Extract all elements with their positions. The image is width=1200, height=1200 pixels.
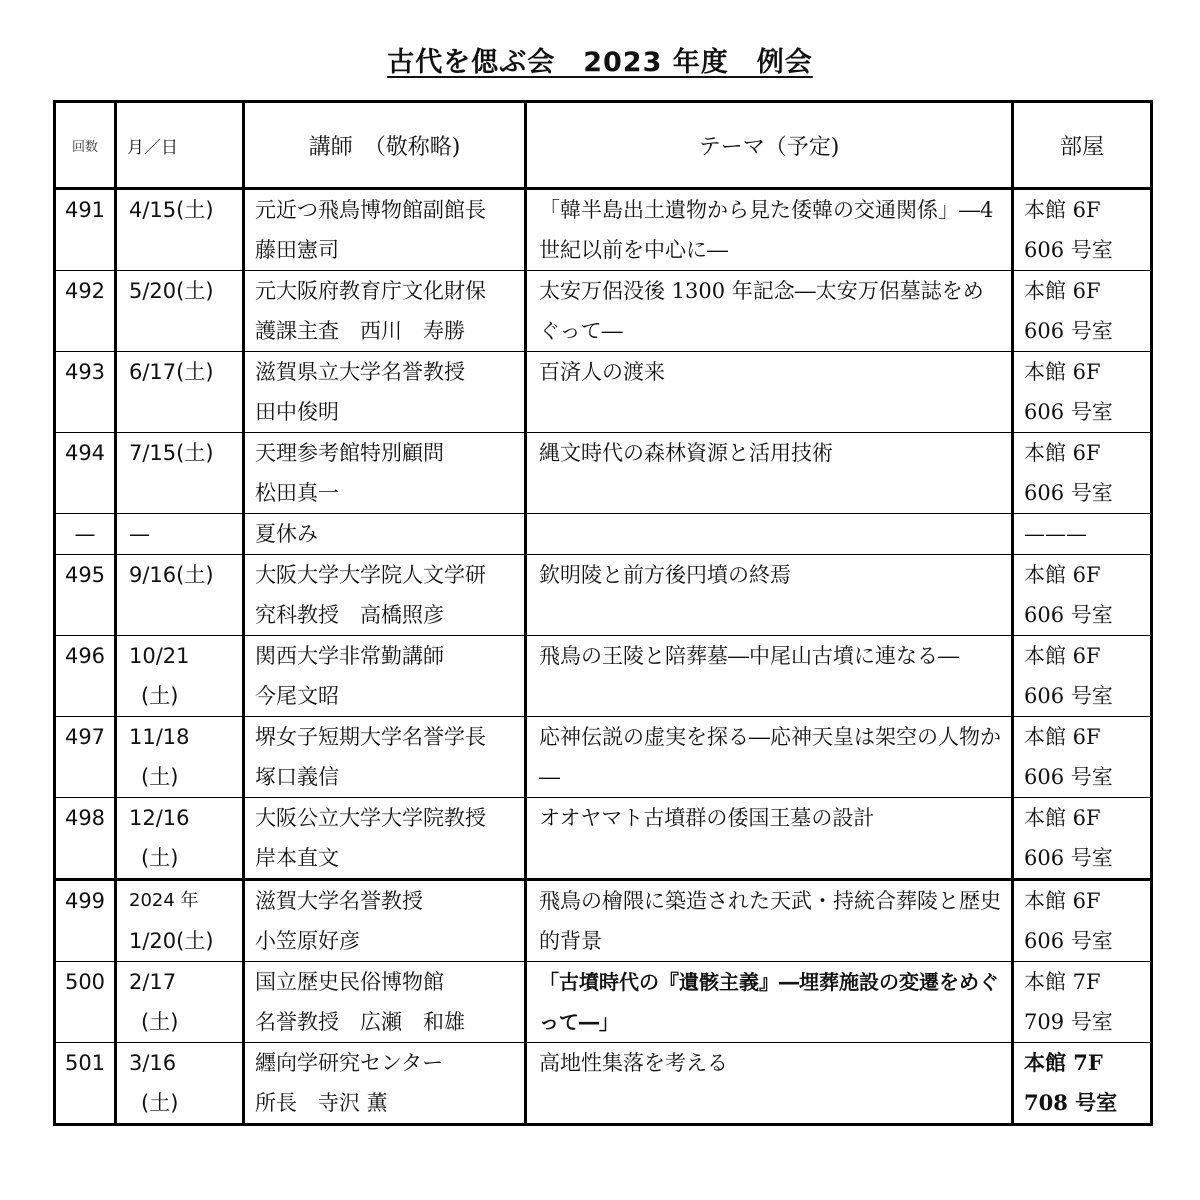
session-date: 10/21 bbox=[129, 644, 190, 668]
session-date: 6/17(土) bbox=[129, 360, 214, 384]
cell-date bbox=[116, 352, 244, 433]
table-row bbox=[55, 555, 1152, 636]
cell-date bbox=[116, 636, 244, 717]
cell-theme bbox=[526, 271, 1013, 352]
lecture-theme: 応神伝説の虚実を探る―応神天皇は架空の人物か― bbox=[539, 725, 1001, 789]
lecture-theme: 欽明陵と前方後円墳の終焉 bbox=[539, 563, 791, 587]
lecture-theme: 高地性集落を考える bbox=[539, 1051, 728, 1075]
cell-room bbox=[1013, 189, 1152, 271]
cell-theme bbox=[526, 352, 1013, 433]
lecturer-title: 大阪公立大学大学院教授 bbox=[255, 806, 486, 830]
session-number: 491 bbox=[64, 198, 106, 222]
cell-num bbox=[55, 636, 116, 717]
lecturer-name: 岸本直文 bbox=[255, 846, 339, 870]
lecturer-name: 藤田憲司 bbox=[255, 238, 339, 262]
cell-date bbox=[116, 555, 244, 636]
cell-lecturer bbox=[244, 880, 526, 962]
lecture-theme: オオヤマト古墳群の倭国王墓の設計 bbox=[539, 806, 875, 830]
room-number: 606 号室 bbox=[1024, 765, 1113, 789]
table-row bbox=[55, 636, 1152, 717]
lecturer-title: 関西大学非常勤講師 bbox=[255, 644, 444, 668]
session-date: 5/20(土) bbox=[129, 279, 214, 303]
room-number: 708 号室 bbox=[1024, 1090, 1118, 1115]
cell-lecturer bbox=[244, 717, 526, 798]
table-row bbox=[55, 1043, 1152, 1125]
cell-lecturer bbox=[244, 352, 526, 433]
lecturer-title: 元近つ飛鳥博物館副館長 bbox=[255, 198, 486, 222]
lecturer-name: 松田真一 bbox=[255, 481, 339, 505]
session-date: 9/16(土) bbox=[129, 563, 214, 587]
header-lecturer: 講師 （敬称略) bbox=[244, 102, 526, 189]
header-room: 部屋 bbox=[1013, 102, 1152, 189]
session-number: 493 bbox=[64, 360, 106, 384]
cell-lecturer bbox=[244, 636, 526, 717]
room-building: 本館 6F bbox=[1024, 644, 1101, 668]
lecturer-title: 堺女子短期大学名誉学長 bbox=[255, 725, 486, 749]
lecturer-name: 今尾文昭 bbox=[255, 684, 339, 708]
table-row bbox=[55, 962, 1152, 1043]
cell-theme bbox=[526, 514, 1013, 555]
session-number: 498 bbox=[64, 806, 106, 830]
header-theme: テーマ（予定) bbox=[526, 102, 1013, 189]
session-number: 499 bbox=[64, 889, 106, 913]
cell-num bbox=[55, 433, 116, 514]
header-date: 月／日 bbox=[116, 102, 244, 189]
lecturer-name: 護課主査 西川 寿勝 bbox=[255, 319, 465, 343]
session-date-sub: (土) bbox=[141, 1010, 179, 1034]
room-number: 606 号室 bbox=[1024, 238, 1113, 262]
session-number: 494 bbox=[64, 441, 106, 465]
cell-theme bbox=[526, 717, 1013, 798]
lecturer-title: 大阪大学大学院人文学研 bbox=[255, 563, 486, 587]
cell-num bbox=[55, 189, 116, 271]
session-number: 492 bbox=[64, 279, 106, 303]
room-building: 本館 6F bbox=[1024, 725, 1101, 749]
cell-room bbox=[1013, 352, 1152, 433]
lecturer-name: 所長 寺沢 薫 bbox=[255, 1091, 388, 1115]
cell-theme bbox=[526, 636, 1013, 717]
room-building: 本館 7F bbox=[1024, 1050, 1103, 1075]
lecturer-name: 究科教授 高橋照彦 bbox=[255, 603, 444, 627]
session-number: 500 bbox=[64, 970, 106, 994]
session-date: — bbox=[129, 522, 150, 546]
lecturer-title: 国立歴史民俗博物館 bbox=[255, 970, 444, 994]
room-building: 本館 6F bbox=[1024, 279, 1101, 303]
cell-theme bbox=[526, 189, 1013, 271]
cell-lecturer bbox=[244, 433, 526, 514]
lecture-theme: 飛鳥の檜隈に築造された天武・持統合葬陵と歴史的背景 bbox=[539, 889, 1001, 953]
cell-date bbox=[116, 189, 244, 271]
room-number: 606 号室 bbox=[1024, 400, 1113, 424]
session-number: 497 bbox=[64, 725, 106, 749]
table-row bbox=[55, 798, 1152, 880]
table-row bbox=[55, 352, 1152, 433]
session-number: 495 bbox=[64, 563, 106, 587]
cell-theme bbox=[526, 1043, 1013, 1125]
lecturer-name: 田中俊明 bbox=[255, 400, 339, 424]
cell-date bbox=[116, 717, 244, 798]
cell-date bbox=[116, 1043, 244, 1125]
cell-theme bbox=[526, 555, 1013, 636]
room-number: 606 号室 bbox=[1024, 603, 1113, 627]
session-date-sub: 1/20(土) bbox=[129, 929, 214, 953]
lecturer-title: 夏休み bbox=[255, 522, 318, 546]
cell-num bbox=[55, 1043, 116, 1125]
session-date-sub: (土) bbox=[141, 684, 179, 708]
cell-lecturer bbox=[244, 555, 526, 636]
session-number: 501 bbox=[64, 1051, 106, 1075]
cell-room bbox=[1013, 271, 1152, 352]
lecture-theme: 縄文時代の森林資源と活用技術 bbox=[539, 441, 833, 465]
table-row bbox=[55, 433, 1152, 514]
lecture-theme: 太安万侶没後 1300 年記念―太安万侶墓誌をめぐって― bbox=[539, 279, 984, 343]
lecture-theme: 飛鳥の王陵と陪葬墓―中尾山古墳に連なる― bbox=[539, 644, 959, 668]
room-building: ——— bbox=[1024, 522, 1087, 546]
cell-lecturer bbox=[244, 514, 526, 555]
lecturer-title: 滋賀大学名誉教授 bbox=[255, 889, 423, 913]
cell-lecturer bbox=[244, 962, 526, 1043]
lecture-theme: 百済人の渡来 bbox=[539, 360, 665, 384]
cell-date bbox=[116, 962, 244, 1043]
table-row bbox=[55, 880, 1152, 962]
cell-date bbox=[116, 271, 244, 352]
cell-num bbox=[55, 555, 116, 636]
room-building: 本館 6F bbox=[1024, 360, 1101, 384]
session-date-sub: (土) bbox=[141, 846, 179, 870]
table-row bbox=[55, 514, 1152, 555]
cell-room bbox=[1013, 636, 1152, 717]
cell-num bbox=[55, 880, 116, 962]
cell-num bbox=[55, 798, 116, 880]
cell-num bbox=[55, 352, 116, 433]
room-number: 606 号室 bbox=[1024, 684, 1113, 708]
cell-room bbox=[1013, 433, 1152, 514]
session-date: 11/18 bbox=[129, 725, 190, 749]
session-date: 3/16 bbox=[129, 1051, 177, 1075]
cell-date bbox=[116, 514, 244, 555]
room-building: 本館 6F bbox=[1024, 198, 1101, 222]
session-date: 2024 年 bbox=[129, 890, 199, 911]
room-building: 本館 6F bbox=[1024, 889, 1101, 913]
table-row bbox=[55, 717, 1152, 798]
cell-lecturer bbox=[244, 271, 526, 352]
lecturer-title: 纒向学研究センター bbox=[255, 1051, 444, 1075]
session-date: 4/15(土) bbox=[129, 198, 214, 222]
session-date: 2/17 bbox=[129, 970, 177, 994]
cell-date bbox=[116, 798, 244, 880]
cell-num bbox=[55, 717, 116, 798]
cell-room bbox=[1013, 555, 1152, 636]
lecturer-name: 小笠原好彦 bbox=[255, 929, 360, 953]
room-number: 606 号室 bbox=[1024, 929, 1113, 953]
lecture-theme: 「韓半島出土遺物から見た倭韓の交通関係」―4 世紀以前を中心に― bbox=[539, 198, 994, 262]
cell-lecturer bbox=[244, 189, 526, 271]
cell-room bbox=[1013, 880, 1152, 962]
cell-room bbox=[1013, 717, 1152, 798]
cell-date bbox=[116, 880, 244, 962]
schedule-table bbox=[53, 100, 1153, 1126]
cell-theme bbox=[526, 798, 1013, 880]
header-num: 回数 bbox=[55, 102, 116, 189]
session-date-sub: (土) bbox=[141, 765, 179, 789]
room-number: 709 号室 bbox=[1024, 1010, 1113, 1034]
cell-theme bbox=[526, 433, 1013, 514]
lecturer-name: 塚口義信 bbox=[255, 765, 339, 789]
session-number: — bbox=[74, 522, 96, 546]
cell-theme bbox=[526, 962, 1013, 1043]
room-building: 本館 6F bbox=[1024, 441, 1101, 465]
session-date: 7/15(土) bbox=[129, 441, 214, 465]
lecturer-title: 天理参考館特別顧問 bbox=[255, 441, 444, 465]
session-date: 12/16 bbox=[129, 806, 190, 830]
cell-num bbox=[55, 514, 116, 555]
cell-num bbox=[55, 962, 116, 1043]
table-header-row bbox=[55, 102, 1152, 189]
room-building: 本館 7F bbox=[1024, 970, 1101, 994]
room-number: 606 号室 bbox=[1024, 319, 1113, 343]
table-row bbox=[55, 189, 1152, 271]
lecturer-name: 名誉教授 広瀬 和雄 bbox=[255, 1010, 465, 1034]
lecturer-title: 滋賀県立大学名誉教授 bbox=[255, 360, 465, 384]
cell-room bbox=[1013, 798, 1152, 880]
room-number: 606 号室 bbox=[1024, 846, 1113, 870]
room-building: 本館 6F bbox=[1024, 563, 1101, 587]
lecture-theme: 「古墳時代の『遺骸主義』―埋葬施設の変遷をめぐって―」 bbox=[539, 970, 999, 1034]
session-number: 496 bbox=[64, 644, 106, 668]
session-date-sub: (土) bbox=[141, 1091, 179, 1115]
cell-room bbox=[1013, 514, 1152, 555]
room-number: 606 号室 bbox=[1024, 481, 1113, 505]
room-building: 本館 6F bbox=[1024, 806, 1101, 830]
cell-theme bbox=[526, 880, 1013, 962]
document-title: 古代を偲ぶ会 2023 年度 例会 bbox=[387, 47, 813, 78]
cell-num bbox=[55, 271, 116, 352]
cell-room bbox=[1013, 962, 1152, 1043]
cell-lecturer bbox=[244, 798, 526, 880]
lecturer-title: 元大阪府教育庁文化財保 bbox=[255, 279, 486, 303]
cell-lecturer bbox=[244, 1043, 526, 1125]
table-row bbox=[55, 271, 1152, 352]
cell-date bbox=[116, 433, 244, 514]
cell-room bbox=[1013, 1043, 1152, 1125]
